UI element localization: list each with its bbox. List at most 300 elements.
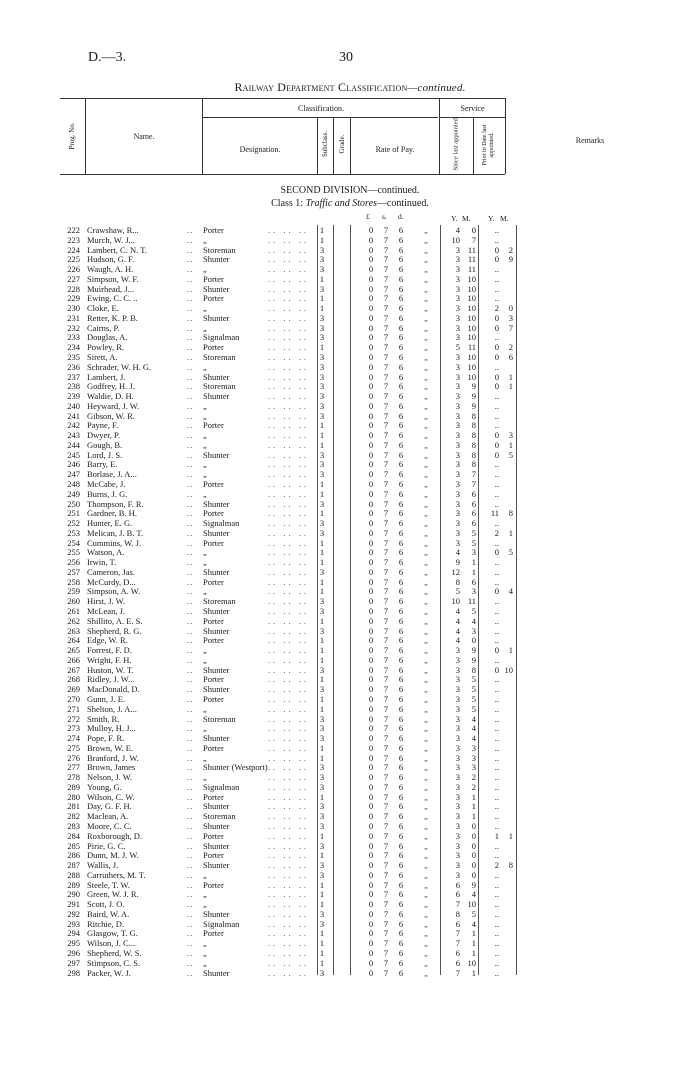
prior-months: 1 [508, 439, 513, 450]
designation: Signalman [203, 781, 240, 792]
rate-pounds: 0 [368, 811, 374, 822]
rate-shillings: 7 [383, 244, 389, 255]
leader-dots: .. [187, 830, 194, 841]
rate-shillings: 7 [383, 420, 389, 431]
employee-name: MacDonald, D. [87, 684, 140, 695]
employee-name: Shepherd, W. S. [87, 947, 142, 958]
row-number: 243 [67, 430, 80, 441]
rate-shillings: 7 [383, 371, 389, 382]
subclass: 1 [319, 879, 325, 890]
service-years: 7 [455, 899, 460, 910]
service-years: 3 [455, 830, 460, 841]
designation: Porter [203, 615, 224, 626]
leader-dots: .. [187, 293, 194, 304]
designation: Porter [203, 693, 224, 704]
prior-years: .. [494, 742, 499, 753]
rate-pounds: 0 [368, 576, 374, 587]
rate-pounds: 0 [368, 518, 374, 529]
service-months: 11 [467, 254, 476, 265]
service-months: 5 [471, 693, 476, 704]
employee-name: Mulloy, H. J... [87, 723, 136, 734]
rate-pence: 6 [398, 332, 404, 343]
rate-shillings: 7 [383, 889, 389, 900]
ditto-mark: „ [424, 674, 428, 685]
rate-pence: 6 [398, 459, 404, 470]
leader-dots: .. [187, 635, 194, 646]
subclass: 1 [319, 615, 325, 626]
rate-shillings: 7 [383, 576, 389, 587]
row-number: 259 [67, 586, 80, 597]
prior-years: 11 [490, 508, 499, 519]
leader-dots: .. .. .. [268, 596, 309, 607]
service-months: 10 [467, 352, 476, 362]
leader-dots: .. .. .. [268, 273, 309, 284]
prior-years: .. [494, 459, 499, 470]
service-months: 6 [471, 508, 476, 519]
service-years: 3 [455, 312, 460, 323]
row-number: 250 [67, 498, 80, 509]
rate-shillings: 7 [383, 312, 389, 323]
leader-dots: .. .. .. [268, 869, 309, 880]
prior-years: .. [494, 928, 499, 939]
service-years: 3 [455, 713, 460, 724]
ditto-mark: „ [424, 723, 428, 734]
rate-pence: 6 [398, 566, 404, 577]
rate-pounds: 0 [368, 742, 374, 753]
employee-name: Powley, R. [87, 342, 124, 353]
employee-name: Cloke, E. [87, 303, 119, 314]
prior-months: 0 [508, 303, 513, 314]
rate-pence: 6 [398, 957, 404, 968]
employee-name: Maclean, A. [87, 811, 129, 822]
rate-pounds: 0 [368, 254, 374, 265]
employee-name: Baird, W. A. [87, 908, 130, 919]
rate-pence: 6 [398, 361, 404, 372]
designation: „ [203, 752, 207, 763]
designation: „ [203, 703, 207, 714]
row-number: 234 [67, 342, 80, 353]
leader-dots: .. .. .. [268, 479, 309, 490]
employee-name: Cameron, Jas. [87, 566, 135, 577]
service-months: 0 [471, 850, 476, 861]
rate-pence: 6 [398, 469, 404, 480]
ditto-mark: „ [424, 928, 428, 939]
subclass: 3 [319, 312, 325, 323]
leader-dots: .. [187, 654, 194, 665]
employee-name: Smith, R. [87, 713, 120, 724]
designation: Shunter [203, 391, 230, 402]
subclass: 3 [319, 860, 325, 871]
employee-name: Murch, W. J... [87, 234, 135, 245]
service-years: 3 [455, 850, 460, 861]
service-years: 3 [455, 645, 460, 656]
designation: „ [203, 264, 207, 275]
rate-pounds: 0 [368, 860, 374, 871]
leader-dots: .. .. .. [268, 615, 309, 626]
row-number: 291 [67, 899, 80, 910]
service-months: 10 [467, 322, 476, 333]
leader-dots: .. [187, 957, 194, 968]
rate-pence: 6 [398, 498, 404, 509]
row-number: 285 [67, 840, 80, 851]
service-years: 3 [455, 498, 460, 509]
prior-months: 1 [508, 830, 513, 841]
rate-pence: 6 [398, 801, 404, 812]
leader-dots: .. .. .. [268, 772, 309, 783]
employee-name: Cummins, W. J. [87, 537, 142, 548]
leader-dots: .. [187, 733, 194, 744]
subclass: 3 [319, 322, 325, 333]
leader-dots: .. [187, 586, 194, 597]
rate-pence: 6 [398, 527, 404, 538]
service-years: 3 [455, 391, 460, 402]
row-number: 282 [67, 811, 80, 822]
rate-pounds: 0 [368, 537, 374, 548]
rate-pence: 6 [398, 654, 404, 665]
ditto-mark: „ [424, 713, 428, 724]
employee-name: Brown, James [87, 762, 136, 773]
service-months: 10 [467, 273, 476, 284]
service-months: 5 [471, 537, 476, 548]
ditto-mark: „ [424, 703, 428, 714]
leader-dots: .. [187, 537, 194, 548]
row-number: 237 [67, 371, 80, 382]
row-number: 264 [67, 635, 80, 646]
designation: Porter [203, 742, 224, 753]
ditto-mark: „ [424, 312, 428, 323]
employee-name: McCabe, J. [87, 479, 126, 490]
rate-shillings: 7 [383, 430, 389, 441]
rate-pence: 6 [398, 400, 404, 411]
leader-dots: .. [187, 264, 194, 275]
leader-dots: .. [187, 908, 194, 919]
service-months: 9 [471, 400, 476, 411]
service-months: 9 [471, 654, 476, 665]
rate-pounds: 0 [368, 361, 374, 372]
leader-dots: .. [187, 742, 194, 753]
subclass: 3 [319, 772, 325, 783]
service-years: 3 [455, 430, 460, 441]
designation: Porter [203, 830, 224, 841]
leader-dots: .. .. .. [268, 283, 309, 294]
ditto-mark: „ [424, 244, 428, 255]
prior-years: 0 [494, 342, 499, 353]
service-years: 3 [455, 479, 460, 490]
rate-pence: 6 [398, 947, 404, 958]
leader-dots: .. .. .. [268, 566, 309, 577]
prior-years: 0 [494, 586, 499, 597]
subclass: 1 [319, 635, 325, 646]
service-years: 3 [455, 371, 460, 382]
service-months: 0 [471, 820, 476, 831]
leader-dots: .. .. .. [268, 830, 309, 841]
designation: Porter [203, 850, 224, 861]
prior-months: 5 [508, 547, 513, 558]
leader-dots: .. [187, 645, 194, 656]
rate-pence: 6 [398, 664, 404, 675]
service-years: 3 [455, 322, 460, 333]
service-years: 3 [455, 752, 460, 763]
row-number: 269 [67, 684, 80, 695]
service-months: 7 [471, 234, 476, 245]
rate-shillings: 7 [383, 762, 389, 773]
leader-dots: .. .. .. [268, 957, 309, 968]
rate-pounds: 0 [368, 381, 374, 392]
leader-dots: .. .. .. [268, 293, 309, 304]
leader-dots: .. .. .. [268, 947, 309, 958]
service-months: 7 [471, 479, 476, 490]
rate-pence: 6 [398, 850, 404, 861]
ditto-mark: „ [424, 664, 428, 675]
service-years: 3 [455, 869, 460, 880]
leader-dots: .. .. .. [268, 791, 309, 802]
service-months: 6 [471, 518, 476, 529]
rate-pounds: 0 [368, 244, 374, 255]
rate-shillings: 7 [383, 918, 389, 929]
leader-dots: .. [187, 410, 194, 421]
rate-shillings: 7 [383, 869, 389, 880]
employee-name: Thompson, F. R. [87, 498, 144, 509]
prior-years: .. [494, 332, 499, 343]
rate-pence: 6 [398, 899, 404, 910]
service-years: 3 [455, 674, 460, 685]
rate-pence: 6 [398, 713, 404, 724]
leader-dots: .. [187, 273, 194, 284]
employee-name: Wilson, C. W. [87, 791, 135, 802]
rate-shillings: 7 [383, 693, 389, 704]
rate-shillings: 7 [383, 566, 389, 577]
unit-pound: £ [366, 212, 370, 221]
employee-name: Lambert, C. N. T. [87, 244, 147, 255]
row-number: 254 [67, 537, 80, 548]
ditto-mark: „ [424, 625, 428, 636]
leader-dots: .. [187, 606, 194, 617]
service-years: 6 [455, 957, 460, 968]
prior-years: .. [494, 811, 499, 822]
service-years: 3 [455, 244, 460, 255]
employee-name: Waldie, D. H. [87, 391, 134, 402]
subclass: 1 [319, 957, 325, 968]
rate-pence: 6 [398, 879, 404, 890]
ditto-mark: „ [424, 254, 428, 265]
service-months: 6 [471, 576, 476, 587]
employee-name: Gibson, W. R. [87, 410, 135, 421]
rate-shillings: 7 [383, 733, 389, 744]
service-months: 4 [471, 889, 476, 900]
ditto-mark: „ [424, 303, 428, 314]
leader-dots: .. [187, 518, 194, 529]
prior-years: .. [494, 947, 499, 958]
leader-dots: .. [187, 791, 194, 802]
subclass: 1 [319, 293, 325, 304]
row-number: 281 [67, 801, 80, 812]
ditto-mark: „ [424, 391, 428, 402]
subclass: 3 [319, 254, 325, 265]
rate-pounds: 0 [368, 293, 374, 304]
rate-pounds: 0 [368, 625, 374, 636]
body-divider [333, 225, 334, 975]
designation: Porter [203, 273, 224, 284]
rate-shillings: 7 [383, 957, 389, 968]
row-number: 272 [67, 713, 80, 724]
leader-dots: .. [187, 283, 194, 294]
employee-name: Wallis, J. [87, 860, 119, 871]
leader-dots: .. [187, 723, 194, 734]
leader-dots: .. .. .. [268, 352, 309, 362]
rate-shillings: 7 [383, 772, 389, 783]
ditto-mark: „ [424, 469, 428, 480]
designation: „ [203, 654, 207, 665]
body-divider [516, 225, 517, 975]
leader-dots: .. .. .. [268, 244, 309, 255]
designation: Shunter [203, 449, 230, 460]
rate-shillings: 7 [383, 400, 389, 411]
leader-dots: .. [187, 967, 194, 978]
designation: Shunter [203, 967, 230, 978]
row-number: 251 [67, 508, 80, 519]
employee-name: Pirie, G. C. [87, 840, 126, 851]
prior-years: .. [494, 967, 499, 978]
service-months: 10 [467, 371, 476, 382]
rate-pounds: 0 [368, 664, 374, 675]
designation: „ [203, 957, 207, 968]
rate-pounds: 0 [368, 508, 374, 519]
service-years: 3 [455, 527, 460, 538]
leader-dots: .. [187, 234, 194, 245]
rate-shillings: 7 [383, 899, 389, 910]
subclass: 1 [319, 938, 325, 949]
designation: „ [203, 557, 207, 568]
service-years: 3 [455, 254, 460, 265]
service-months: 1 [471, 928, 476, 939]
leader-dots: .. .. .. [268, 879, 309, 890]
ditto-mark: „ [424, 645, 428, 656]
rate-pence: 6 [398, 645, 404, 656]
service-months: 10 [467, 283, 476, 294]
prior-years: .. [494, 703, 499, 714]
row-number: 225 [67, 254, 80, 265]
leader-dots: .. .. .. [268, 742, 309, 753]
leader-dots: .. .. .. [268, 625, 309, 636]
employee-name: Ewing, C. C. .. [87, 293, 138, 304]
service-months: 5 [471, 703, 476, 714]
row-number: 255 [67, 547, 80, 558]
prior-years: .. [494, 938, 499, 949]
designation: Signalman [203, 518, 240, 529]
subclass: 3 [319, 869, 325, 880]
ditto-mark: „ [424, 547, 428, 558]
prior-years: .. [494, 234, 499, 245]
row-number: 292 [67, 908, 80, 919]
leader-dots: .. [187, 342, 194, 353]
rate-pence: 6 [398, 762, 404, 773]
unit-years: Y. [451, 214, 458, 223]
rate-shillings: 7 [383, 625, 389, 636]
designation: „ [203, 772, 207, 783]
prior-years: .. [494, 293, 499, 304]
service-months: 0 [471, 635, 476, 646]
subclass: 3 [319, 244, 325, 255]
rate-shillings: 7 [383, 752, 389, 763]
leader-dots: .. .. .. [268, 488, 309, 499]
rate-pounds: 0 [368, 645, 374, 656]
subclass: 1 [319, 703, 325, 714]
leader-dots: .. [187, 801, 194, 812]
row-number: 223 [67, 234, 80, 245]
service-months: 3 [471, 586, 476, 597]
service-months: 10 [467, 899, 476, 910]
leader-dots: .. .. .. [268, 928, 309, 939]
row-number: 262 [67, 615, 80, 626]
rate-pence: 6 [398, 596, 404, 607]
employee-name: Stimpson, C. S. [87, 957, 141, 968]
prior-years: 2 [494, 527, 499, 538]
service-years: 3 [455, 820, 460, 831]
service-years: 4 [455, 635, 460, 646]
rate-pence: 6 [398, 586, 404, 597]
service-months: 4 [471, 733, 476, 744]
body-divider [478, 225, 479, 975]
leader-dots: .. [187, 352, 194, 362]
prior-years: .. [494, 899, 499, 910]
header-since-last-appointed: Since last appointed. [452, 116, 460, 171]
rate-shillings: 7 [383, 537, 389, 548]
subclass: 3 [319, 469, 325, 480]
ditto-mark: „ [424, 606, 428, 617]
rate-pounds: 0 [368, 596, 374, 607]
designation: „ [203, 303, 207, 314]
rate-pounds: 0 [368, 899, 374, 910]
service-months: 0 [471, 840, 476, 851]
rate-shillings: 7 [383, 273, 389, 284]
service-years: 10 [451, 596, 460, 607]
leader-dots: .. .. .. [268, 518, 309, 529]
row-number: 286 [67, 850, 80, 861]
leader-dots: .. .. .. [268, 801, 309, 812]
designation: „ [203, 869, 207, 880]
row-number: 267 [67, 664, 80, 675]
rate-pence: 6 [398, 273, 404, 284]
ditto-mark: „ [424, 420, 428, 431]
leader-dots: .. [187, 400, 194, 411]
rate-pence: 6 [398, 830, 404, 841]
rate-pounds: 0 [368, 410, 374, 421]
prior-years: 0 [494, 352, 499, 362]
prior-years: 1 [494, 830, 499, 841]
subclass: 3 [319, 264, 325, 275]
rate-pounds: 0 [368, 371, 374, 382]
leader-dots: .. .. .. [268, 664, 309, 675]
service-years: 4 [455, 606, 460, 617]
prior-years: .. [494, 498, 499, 509]
title-suffix: —continued. [407, 82, 466, 94]
subclass: 3 [319, 381, 325, 392]
leader-dots: .. .. .. [268, 303, 309, 314]
designation: „ [203, 439, 207, 450]
leader-dots: .. [187, 899, 194, 910]
header-designation: Designation. [239, 145, 281, 154]
prior-years: .. [494, 918, 499, 929]
subclass: 3 [319, 723, 325, 734]
rate-pence: 6 [398, 283, 404, 294]
designation: Shunter [203, 664, 230, 675]
rate-pounds: 0 [368, 283, 374, 294]
body-divider [440, 225, 441, 975]
leader-dots: .. .. .. [268, 586, 309, 597]
designation: Porter [203, 293, 224, 304]
subclass: 3 [319, 518, 325, 529]
prior-years: .. [494, 566, 499, 577]
